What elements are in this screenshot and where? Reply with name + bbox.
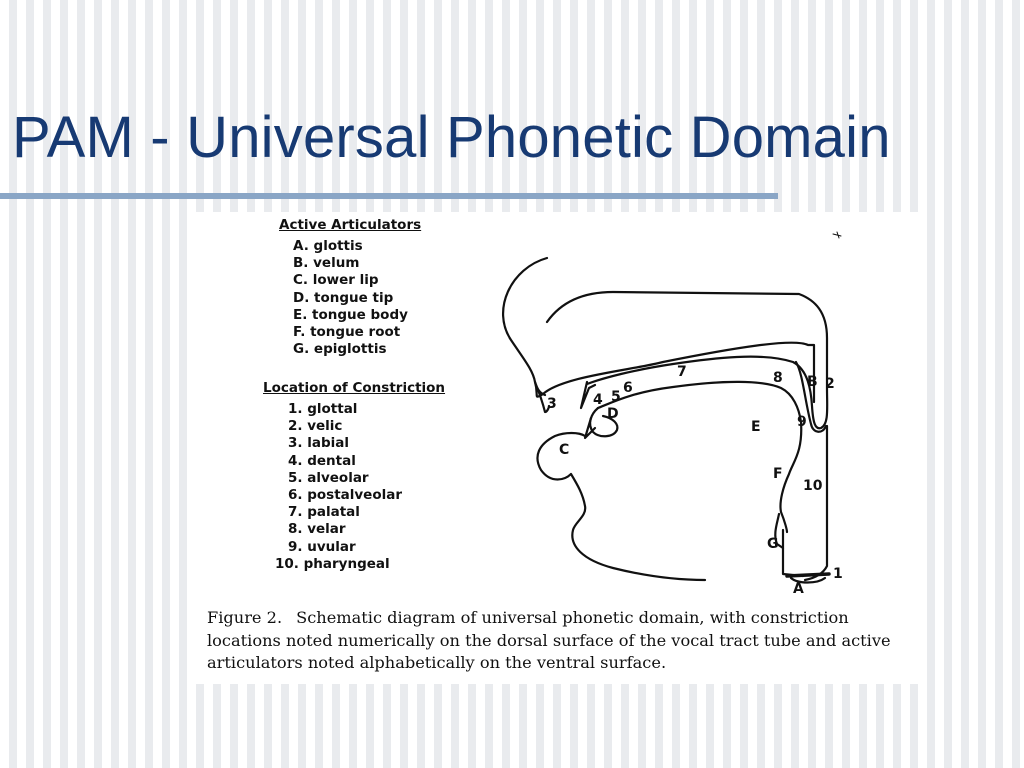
list-item: 2. velic (288, 418, 343, 435)
glottis-line (787, 574, 829, 576)
palate-outline (547, 292, 827, 428)
label-G: G (767, 536, 779, 552)
label-7: 7 (677, 364, 687, 380)
caption-text: Schematic diagram of universal phonetic domain, with constriction locations noted numerically on the dorsal surface of the vocal tract tube and active articulators noted alphabetically on the ventral surface. (207, 608, 891, 672)
title-underline (0, 193, 778, 199)
vocal-tract-diagram (193, 212, 919, 607)
head-outline (503, 258, 814, 402)
list-item: B. velum (293, 255, 360, 272)
label-9: 9 (797, 414, 807, 430)
label-10: 10 (803, 478, 823, 494)
label-6: 6 (623, 380, 633, 396)
pharynx-wall (805, 426, 827, 580)
label-B: B (807, 374, 818, 390)
label-C: C (559, 442, 570, 458)
label-A: A (793, 581, 804, 597)
diagram-labels (547, 364, 843, 597)
list-item: 9. uvular (288, 538, 356, 555)
scan-speck (833, 232, 841, 238)
list-item: 7. palatal (288, 504, 360, 521)
list-item: 1. glottal (288, 401, 358, 417)
label-D: D (607, 406, 619, 422)
list-item: 5. alveolar (288, 469, 369, 486)
figure-caption (207, 607, 912, 675)
label-4: 4 (593, 392, 603, 408)
list-item: A. glottis (293, 238, 363, 254)
label-1: 1 (833, 566, 843, 582)
label-E: E (751, 419, 761, 435)
label-F: F (773, 466, 783, 482)
list-item: 3. labial (288, 435, 349, 452)
label-8: 8 (773, 370, 783, 386)
label-3: 3 (547, 396, 557, 412)
list-item: 10. pharyngeal (275, 555, 390, 572)
tongue-dorsum (598, 382, 801, 532)
figure-panel (193, 212, 919, 684)
slide-title: PAM - Universal Phonetic Domain (12, 105, 891, 170)
list-item: C. lower lip (293, 272, 379, 289)
list-item: 6. postalveolar (288, 487, 403, 504)
active-articulators-heading: Active Articulators (279, 217, 422, 233)
location-of-constriction-heading: Location of Constriction (263, 380, 446, 396)
list-item: D. tongue tip (293, 289, 394, 306)
caption-label: Figure 2. (207, 608, 283, 627)
list-item: E. tongue body (293, 306, 408, 323)
label-5: 5 (611, 389, 621, 405)
larynx-front (783, 548, 803, 576)
label-2: 2 (825, 376, 835, 392)
list-item: 4. dental (288, 452, 356, 469)
list-item: F. tongue root (293, 324, 401, 341)
list-item: 8. velar (288, 521, 346, 538)
list-item: G. epiglottis (293, 341, 387, 358)
